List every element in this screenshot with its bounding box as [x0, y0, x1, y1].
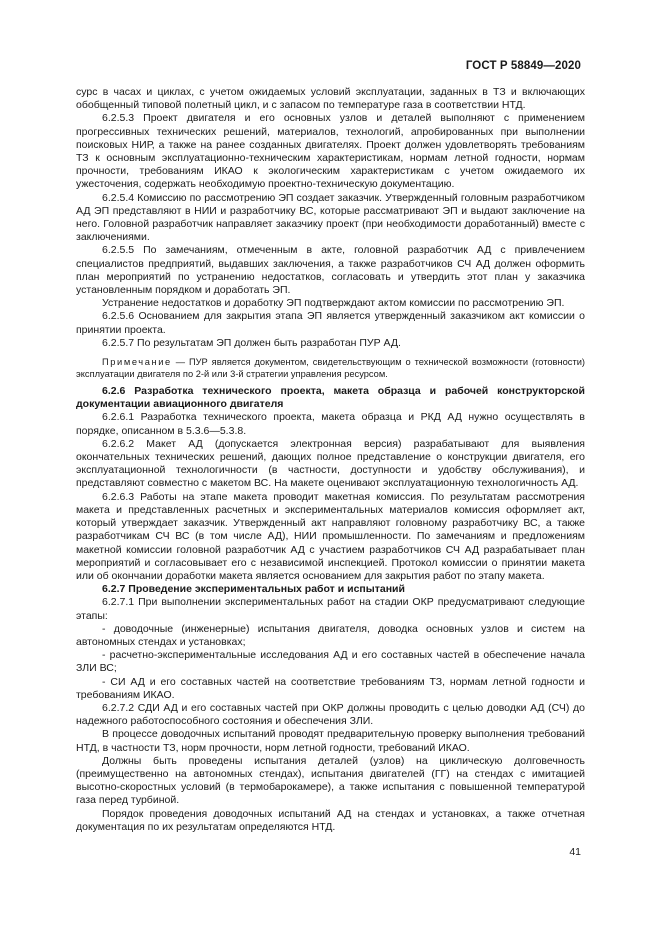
heading-6-2-7: 6.2.7 Проведение экспериментальных работ и испытаний	[102, 583, 405, 596]
paragraph-deficiency-fix: Устранение недостатков и доработку ЭП подтверждают актом комиссии по рассмотрению ЭП.	[102, 297, 565, 310]
page-number: 41	[569, 846, 581, 858]
page-body	[76, 86, 585, 834]
paragraph-6-2-6-1: 6.2.6.1 Разработка технического проекта, макета образца и РКД АД нужно осуществлять в порядке, описанном в 5.3.6—5.3.8.	[76, 411, 585, 437]
paragraph-preliminary-check: В процессе доводочных испытаний проводят предварительную проверку выполнения требований НТД, в частности ТЗ, норм прочности, норм летной годности, требований ИКАО.	[76, 728, 585, 754]
list-item: - доводочные (инженерные) испытания двигателя, доводка основных узлов и систем на автономных стендах и установках;	[76, 622, 585, 648]
heading-6-2-6: 6.2.6 Разработка технического проекта, макета образца и рабочей конструкторской документации авиационного двигателя	[76, 385, 585, 411]
paragraph-6-2-7-2: 6.2.7.2 СДИ АД и его составных частей при ОКР должны проводить с целью доводки АД (СЧ) до надежного работоспособного состояния и обеспечения ЗЛИ.	[76, 701, 585, 728]
paragraph-continuation: сурс в часах и циклах, с учетом ожидаемых условий эксплуатации, заданных в ТЗ и включающих обобщенный типовой полетный цикл, и с запасом по температуре газа в соответствии НТД.	[76, 86, 585, 112]
paragraph-6-2-6-3: 6.2.6.3 Работы на этапе макета проводит макетная комиссия. По результатам рассмотрения макета и представленных расчетных и экспериментальных материалов комиссия оформляет акт, который утверждает заказчик. Утвержденный акт направляют головному разработчику ВС, а также разработчикам СЧ ВС (в том числе АД), НИИ промышленности. По замечаниям и предложениям макетной комиссии головной разработчик АД с участием разработчиков СЧ АД разрабатывает план мероприятий и согласовывает его с независимой инспекцией. Протокол комиссии о принятии макета или об окончании доработки макета является основанием для закрытия работ по этапу макета.	[76, 490, 585, 582]
paragraph-6-2-5-7: 6.2.5.7 По результатам ЭП должен быть разработан ПУР АД.	[102, 336, 401, 349]
note-label: Примечание	[102, 357, 172, 368]
paragraph-6-2-5-5: 6.2.5.5 По замечаниям, отмеченным в акте, головной разработчик АД с привлечением специалистов предприятий, выдавших заключения, а также разработчиков СЧ АД должен оформить план мероприятий по устранению недостатков, согласовать и утвердить этот план у заказчика установленным порядком и доработать ЭП.	[76, 244, 585, 297]
note-text: — ПУР является документом, свидетельствующим о технической возможности (готовности) эксплуатации двигателя по 2-й или 3-й стратегии управления ресурсом.	[76, 357, 585, 380]
paragraph-component-tests: Должны быть проведены испытания деталей (узлов) на циклическую долговечность (преимущественно на автономных стендах), испытания двигателей (ГГ) на стендах с имитацией высотно-скоростных условий (в термобарокамере), а также испытания с повышенной температурой газа перед турбиной.	[76, 754, 585, 807]
list-item: - расчетно-экспериментальные исследования АД и его составных частей в обеспечение начала ЗЛИ ВС;	[76, 649, 585, 675]
paragraph-6-2-6-2: 6.2.6.2 Макет АД (допускается электронная версия) разрабатывают для выявления окончательных технических решений, дающих полное представление о конструкции двигателя, его эксплуатационной технологичности (в частности, доступности и удобству обслуживания), и представляют совместно с макетом ВС. На макете оценивают эксплуатационную технологичность АД.	[76, 437, 585, 490]
paragraph-test-procedure: Порядок проведения доводочных испытаний АД на стендах и установках, а также отчетная документация по их результатам определяются НТД.	[76, 807, 585, 833]
paragraph-6-2-5-4: 6.2.5.4 Комиссию по рассмотрению ЭП создает заказчик. Утвержденный головным разработчиком АД ЭП представляют в НИИ и разработчику ВС, которые рассматривают ЭП и выдают заключение на него. Головной разработчик направляет заказчику проект (при необходимости доработанный) вместе с заключениями.	[76, 191, 585, 244]
paragraph-6-2-5-6: 6.2.5.6 Основанием для закрытия этапа ЭП является утвержденный заказчиком акт комиссии о принятии проекта.	[76, 310, 585, 336]
paragraph-6-2-7-1: 6.2.7.1 При выполнении экспериментальных работ на стадии ОКР предусматривают следующие этапы:	[76, 596, 585, 622]
document-id: ГОСТ Р 58849—2020	[465, 60, 581, 72]
list-item: - СИ АД и его составных частей на соответствие требованиям ТЗ, нормам летной годности и требованиям ИКАО.	[76, 675, 585, 701]
note	[76, 356, 585, 380]
paragraph-6-2-5-3: 6.2.5.3 Проект двигателя и его основных узлов и деталей выполняют с применением прогрессивных технических решений, материалов, технологий, апробированных при выполнении поисковых НИР, а также на ранее созданных двигателях. Проект должен удовлетворять требованиям ТЗ к основным эксплуатационно-техническим характеристикам, нормам летной годности, нормам прочности, требованиям ИКАО к экологическим характеристикам с учетом ожидаемого их ужесточения, содержать необходимую проектно-техническую документацию.	[76, 112, 585, 191]
